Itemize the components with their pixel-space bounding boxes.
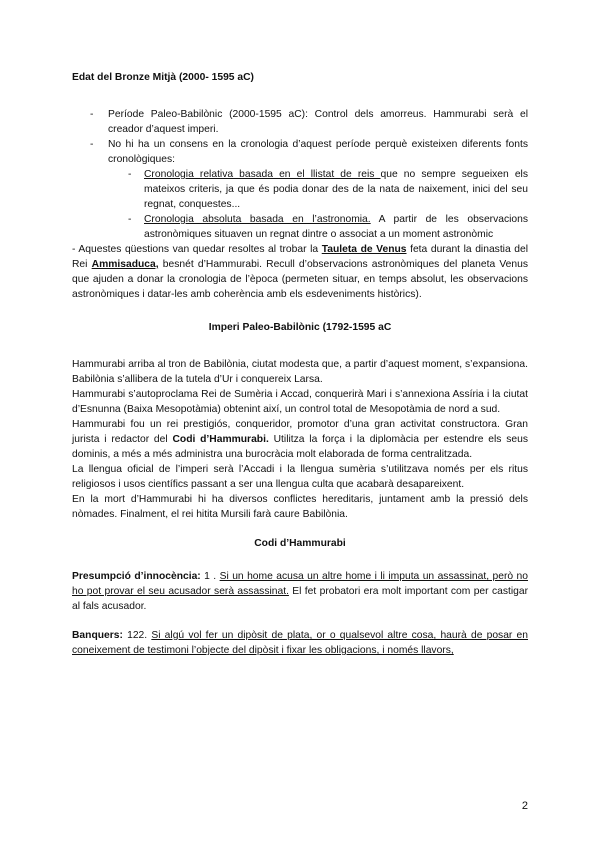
presumption-label: Presumpció d’innocència: bbox=[72, 571, 201, 582]
bullet-paleo-babylonian: - Període Paleo-Babilònic (2000-1595 aC): Control dels amorreus. Hammurabi serà el creador d’aquest imperi. bbox=[72, 107, 528, 137]
empire-paragraph-5: En la mort d’Hammurabi hi ha diversos conflictes hereditaris, juntament amb la pressió dels nòmades. Finalment, el rei hitita Mursili farà caure Babilònia. bbox=[72, 494, 528, 520]
absolute-chronology-underlined: Cronologia absoluta basada en l’astronomia. bbox=[144, 214, 371, 225]
empire-paragraph-4: La llengua oficial de l’imperi serà l’Accadi i la llengua sumèria s’utilitzava només per els ritus religiosos i usos científics passant a ser una llengua culta que acabarà desapareixent. bbox=[72, 464, 528, 490]
sub-bullet-absolute bbox=[72, 212, 528, 242]
bankers-number: 122. bbox=[122, 630, 152, 641]
presumption-underlined: Si un home acusa un altre home i li imputa un assassinat, però no ho pot provar el seu acusador serà assassinat. bbox=[72, 571, 529, 597]
bankers-label: Banquers: bbox=[72, 630, 123, 641]
venus-tablet-paragraph bbox=[72, 242, 528, 302]
empire-paragraph-1: Hammurabi arriba al tron de Babilònia, ciutat modesta que, a partir d’aquest moment, s’expansiona. Babilònia s’allibera de la tutela d’Ur i conquereix Larsa. bbox=[72, 359, 528, 385]
sub-bullet-relative bbox=[72, 167, 528, 212]
page-content bbox=[72, 70, 528, 658]
empire-p3-a: Hammurabi fou un rei prestigiós, conqueridor, promotor d’una gran activitat constructora. Gran jurista i redactor del bbox=[72, 419, 528, 445]
absolute-chronology-text: A partir de les observacions astronòmiques situaven un regnat dintre o associat a un moment astronòmic bbox=[144, 214, 529, 240]
venus-text-c: feta durant la dinastia del Rei bbox=[72, 244, 529, 270]
section-title-paleo-babylonian-empire: Imperi Paleo-Babilònic (1792-1595 aC bbox=[208, 322, 392, 333]
bullet-chronology-text: No hi ha un consens en la cronologia d’aquest període perquè existeixen diferents fonts cronològiques: bbox=[108, 139, 528, 165]
empire-paragraph-3 bbox=[72, 417, 528, 462]
ammisaduca-term: Ammisaduca, bbox=[91, 259, 159, 270]
bankers-underlined: Si algú vol fer un dipòsit de plata, or o qualsevol altre cosa, haurà de posar en coneixement de testimoni l’objecte del dipòsit i fixar les obligacions, i només llavors, bbox=[72, 630, 529, 656]
empire-p3-c: Utilitza la força i la diplomàcia per estendre els seus dominis, a més a més administra una burocràcia molt elaborada de forma centralitzada. bbox=[72, 434, 528, 460]
section-title-bronze-age: Edat del Bronze Mitjà (2000- 1595 aC) bbox=[72, 72, 254, 83]
presumption-number: 1 . bbox=[200, 571, 220, 582]
venus-tablet-term: Tauleta de Venus bbox=[321, 244, 407, 255]
venus-text-a: - Aquestes qüestions van quedar resoltes al trobar la bbox=[72, 244, 322, 255]
empire-paragraph-2: Hammurabi s’autoproclama Rei de Sumèria i Accad, conquerirà Mari i s’annexiona Assíria i la ciutat d’Esnunna (Baixa Mesopotàmia) obtenint així, un control total de Mesopotàmia de nord a sud. bbox=[72, 389, 528, 415]
relative-chronology-underlined: Cronologia relativa basada en el llistat de reis bbox=[144, 169, 381, 180]
bankers-paragraph bbox=[72, 628, 528, 658]
presumption-rest: El fet probatori era molt important com per castigar al fals acusador. bbox=[72, 586, 528, 612]
presumption-innocence-paragraph bbox=[72, 569, 528, 614]
relative-chronology-text: que no sempre segueixen els mateixos criteris, ja que és podia donar des de la nata de naixement, inici del seu regnat, conquestes... bbox=[144, 169, 528, 210]
page-number: 2 bbox=[521, 800, 528, 812]
code-hammurabi-term: Codi d’Hammurabi. bbox=[172, 434, 269, 445]
bullet-list bbox=[72, 107, 528, 242]
venus-text-e: besnét d’Hammurabi. Recull d’observacions astronòmiques del planeta Venus que ajuden a donar la cronologia de l’època (permeten situar, en temps absolut, les observacions astronòmiques i datar-les amb coherència amb els esdeveniments històrics). bbox=[72, 259, 529, 300]
sub-bullet-list bbox=[108, 167, 528, 242]
bullet-chronology bbox=[72, 137, 528, 242]
section-title-code-hammurabi: Codi d’Hammurabi bbox=[254, 538, 346, 549]
